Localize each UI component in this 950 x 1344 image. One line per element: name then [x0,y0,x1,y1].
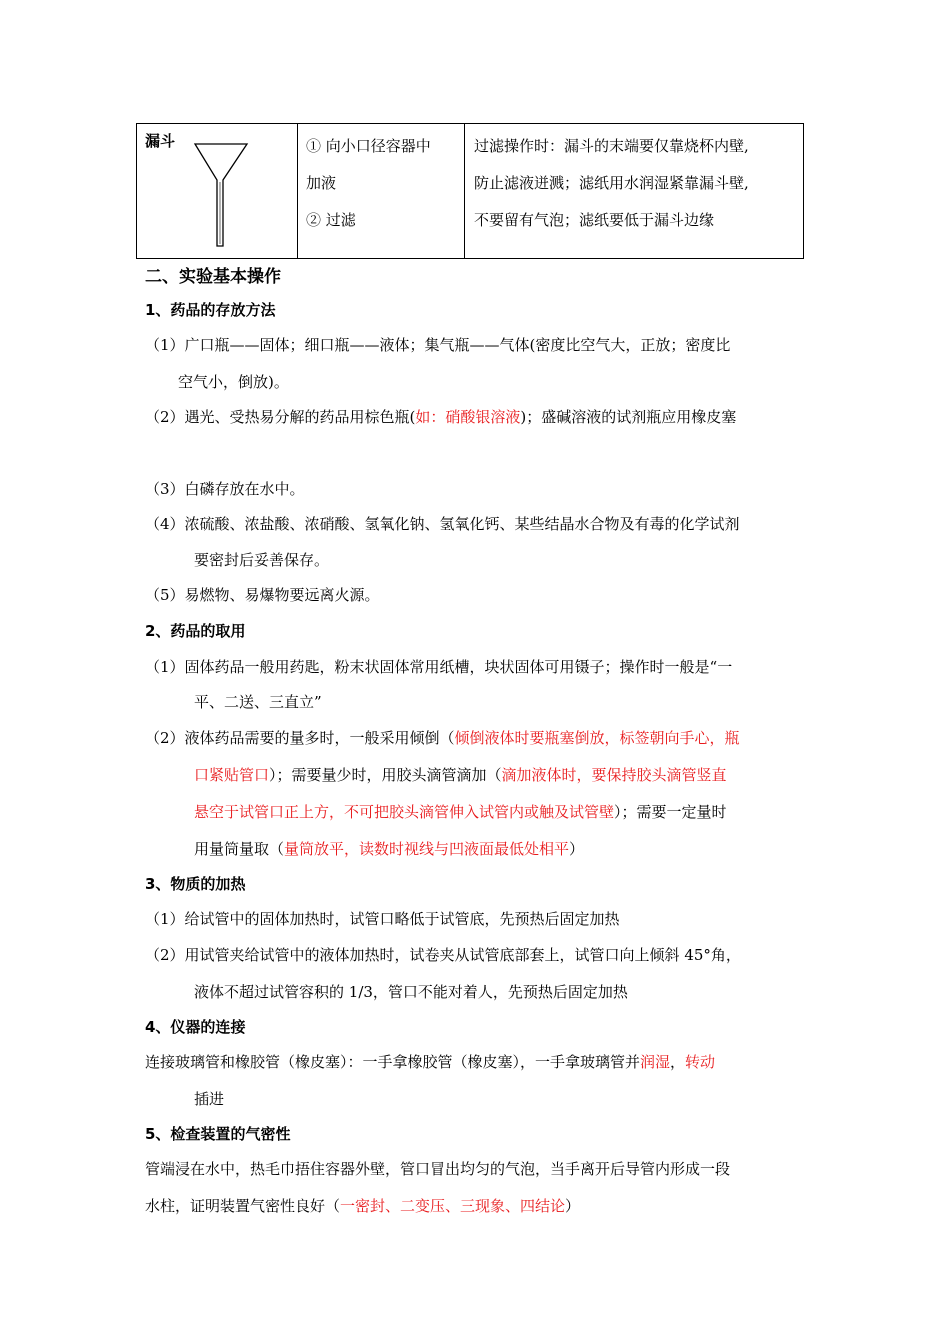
red-note: 悬空于试管口正上方，不可把胶头滴管伸入试管内或触及试管壁 [194,803,615,821]
paragraph-line: （4）浓硫酸、浓盐酸、浓硝酸、氢氧化钠、氢氧化钙、某些结晶水合物及有毒的化学试剂 [145,515,740,533]
heading-heating: 3、物质的加热 [145,875,246,893]
paragraph-line: 连接玻璃管和橡胶管（橡皮塞）：一手拿橡胶管（橡皮塞），一手拿玻璃管并润湿，转动 [145,1053,716,1071]
red-note: 滴加液体时，要保持胶头滴管竖直 [501,766,727,784]
use-line: ① 向小口径容器中 [306,137,431,155]
notes-cell [465,124,804,259]
apparatus-cell [137,124,298,259]
paragraph-line: 口紧贴管口）；需要量少时，用胶头滴管滴加（滴加液体时，要保持胶头滴管竖直 [194,766,727,784]
paragraph-line: 液体不超过试管容积的 1/3，管口不能对着人，先预热后固定加热 [194,983,628,1001]
uses-cell [298,124,465,259]
heading-connection: 4、仪器的连接 [145,1018,246,1036]
paragraph-line: 要密封后妥善保存。 [194,551,330,569]
paragraph-line: （3）白磷存放在水中。 [145,480,305,498]
note-line: 防止滤液迸溅；滤纸用水润湿紧靠漏斗壁, [474,174,749,192]
red-note: 倾倒液体时要瓶塞倒放，标签朝向手心，瓶 [454,729,740,747]
use-line: ② 过滤 [306,211,356,229]
paragraph-line: （2）液体药品需要的量多时，一般采用倾倒（倾倒液体时要瓶塞倒放，标签朝向手心，瓶 [145,729,740,747]
apparatus-name: 漏斗 [145,132,176,150]
heading-airtightness: 5、检查装置的气密性 [145,1125,291,1143]
red-note: 量筒放平，读数时视线与凹液面最低处相平 [284,840,570,858]
paragraph-line: 空气小，倒放)。 [178,373,289,391]
paragraph-line: （1）固体药品一般用药匙，粉末状固体常用纸槽，块状固体可用镊子；操作时一般是“一 [145,658,733,676]
paragraph-line: 用量筒量取（量筒放平，读数时视线与凹液面最低处相平） [194,840,585,858]
paragraph-line: （1）给试管中的固体加热时，试管口略低于试管底，先预热后固定加热 [145,910,620,928]
paragraph-line: 水柱，证明装置气密性良好（一密封、二变压、三现象、四结论） [145,1197,581,1215]
apparatus-table [136,123,804,259]
note-line: 过滤操作时：漏斗的末端要仅靠烧杯内壁, [474,137,749,155]
red-note: 一密封、二变压、三现象、四结论 [340,1197,566,1215]
paragraph-line: （1）广口瓶——固体；细口瓶——液体；集气瓶——气体(密度比空气大，正放；密度比 [145,336,731,354]
heading-taking: 2、药品的取用 [145,622,246,640]
note-line: 不要留有气泡；滤纸要低于漏斗边缘 [474,211,715,229]
paragraph-line: 悬空于试管口正上方，不可把胶头滴管伸入试管内或触及试管壁）；需要一定量时 [194,803,727,821]
funnel-icon [193,142,249,248]
use-line: 加液 [306,174,337,192]
red-note: 转动 [685,1053,716,1071]
paragraph-line: （5）易燃物、易爆物要远离火源。 [145,586,380,604]
red-note: 如：硝酸银溶液 [415,408,521,426]
table-row [137,124,804,259]
paragraph-line: （2）用试管夹给试管中的液体加热时，试卷夹从试管底部套上，试管口向上倾斜 45°角， [145,946,741,964]
paragraph-line: 管端浸在水中，热毛巾捂住容器外壁，管口冒出均匀的气泡，当手离开后导管内形成一段 [145,1160,731,1178]
paragraph-line: 插进 [194,1090,225,1108]
red-note: 口紧贴管口 [194,766,270,784]
paragraph-line: 平、二送、三直立” [194,693,322,711]
paragraph-line: （2）遇光、受热易分解的药品用棕色瓶(如：硝酸银溶液)；盛碱溶液的试剂瓶应用橡皮塞 [145,408,737,426]
heading-storage: 1、药品的存放方法 [145,301,276,319]
section-title: 二、实验基本操作 [145,267,281,287]
red-note: 润湿 [640,1053,671,1071]
